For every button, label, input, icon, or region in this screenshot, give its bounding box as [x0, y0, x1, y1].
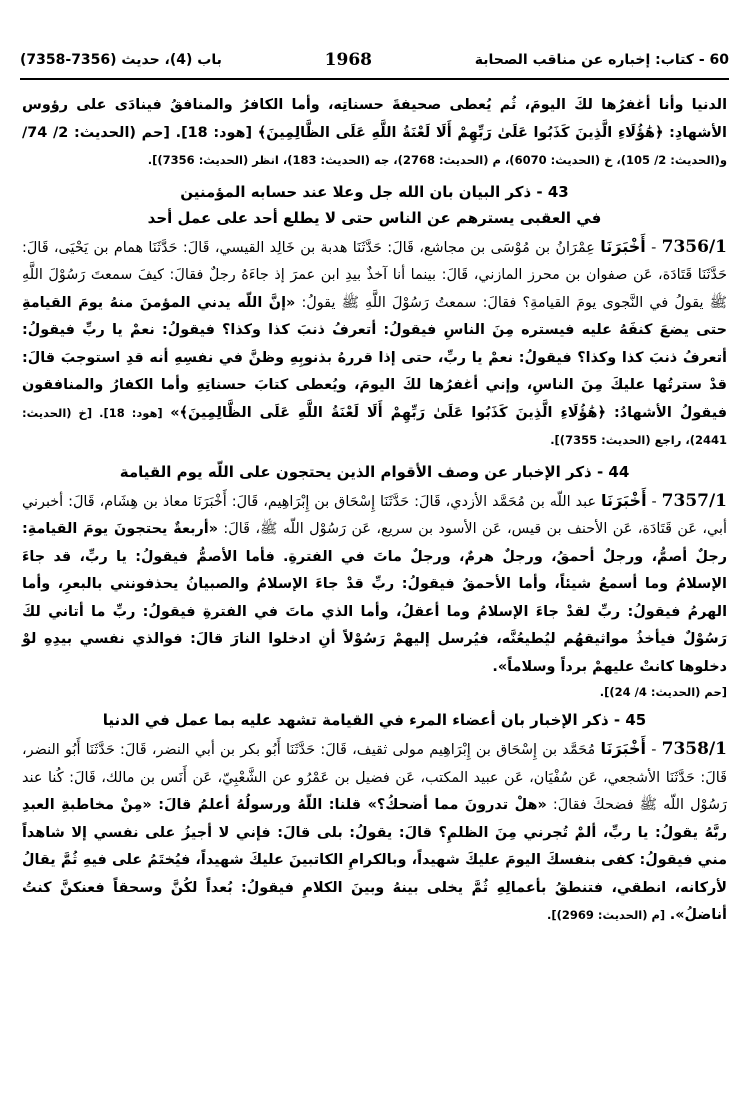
continuation-refs: و(الحديث: 2/ 105)، خ (الحديث: 6070)، م (الحديث: 2768)، جه (الحديث: 183)، انظر (الحديث: 7356)]. — [147, 153, 727, 167]
page-content — [22, 92, 727, 930]
hadith-7357-refs: [حم (الحديث: 4/ 24)]. — [599, 685, 727, 699]
hadith-isnad: عِمْرَانُ بن مُوْسَى بن مجاشع، قَالَ: حَدَّثَنَا هدبة بن خَالِد القيسي، قَالَ: حَدَّثَنَا همام بن يَحْيَى، قَالَ: حَدَّثَنَا قَتَادَة، عَن صفوان بن محرز المازني، قَالَ: بينما أنا آخذٌ بيدِ ابن عمرَ إذ جاءَهُ رجلٌ فقالَ: كيفَ سمعتَ رَسُوْلَ اللَّهِ ﷺ يقولُ في النَّجوى يومَ القيامةِ؟ فقالَ: سمعتُ رَسُوْلَ اللَّهِ ﷺ يقولُ: — [22, 239, 727, 311]
hadith-number: 7357/1 — [661, 490, 728, 511]
hadith-7358: 7358/1 - أَخْبَرَنَا مُحَمَّد بن إِسْحَاق بن إِبْرَاهِيم مولى ثقيف، قَالَ: حَدَّثَنَا أَبُو بكر بن أبي النضر، قَالَ: حَدَّثَنَا أَبُو النضر، قَالَ: حَدَّثَنَا الأشجعي، عَن سُفْيَان، عَن عبيد المكتب، عَن فضيل بن عَمْرُو عن الشَّعْبِيّ، عَن أَنَس بن مالك، قَالَ: كُنا عند رَسُوْل اللّه ﷺ فضحكَ فقالَ: «هلْ تدرونَ مما أضحكُ؟» قلنا: اللّهُ ورسولُهُ أعلمُ قالَ: «مِنْ مخاطبةِ العبدِ ربَّهُ يقولُ: يا ربِّ، ألمْ تُجرني مِنَ الظلمِ؟ قالَ: يقولُ: بلى قالَ: فإني لا أجيزُ على نفسي إلا شاهداً مني فيقولُ: كفى بنفسكَ اليومَ عليكَ شهيداً، وبالكرامِ الكاتبينَ عليكَ شهيداً، فيُختَمُ على فيهِ ثُمَّ يقالُ لأركانه، انطقي، فتنطقُ بأعمالِهِ ثُمَّ يخلى بينهُ وبينَ الكلامِ فيقولُ: بُعداً لكُنَّ وسحقاً فعنكنَّ كنتُ أناضلُ». [م (الحديث: 2969)]. — [22, 739, 727, 923]
hadith-isnad: مُحَمَّد بن إِسْحَاق بن إِبْرَاهِيم مولى ثقيف، قَالَ: حَدَّثَنَا أَبُو بكر بن أبي النضر، قَالَ: حَدَّثَنَا أَبُو النضر، قَالَ: حَدَّثَنَا الأشجعي، عَن سُفْيَان، عَن عبيد المكتب، عَن فضيل بن عَمْرُو عن الشَّعْبِيّ، عَن أَنَس بن مالك، قَالَ: كُنا عند رَسُوْل اللّه ﷺ فضحكَ فقالَ: — [22, 742, 727, 813]
hadith-matn: «أربعةٌ يحتجونَ يومَ القيامةِ: رجلٌ أصمُّ، ورجلٌ أحمقُ، ورجلٌ هرمٌ، ورجلٌ ماتَ في الفترةِ. فأما الأصمُّ فيقولُ: يا ربِّ، قد جاءَ الإسلامُ وما أسمعُ شيئاً، وأما الأحمقُ فيقولُ: ربِّ قدْ جاءَ الإسلامُ والصبيانُ يحذفونني بالبعرِ، وأما الهرمُ فيقولُ: ربِّ لقدْ جاءَ الإسلامُ وما أعقلُ، وأما الذي ماتَ في الفترةِ فيقولُ: ربِّ ما أتاني لكَ رَسُوْلٌ فيأخذُ مواثيقهُم ليُطيعُنَّه، فيُرسل إليهمْ رَسُوْلاً أنِ ادخلوا النارَ قالَ: فوالذي نفسي بيدِهِ لوْ دخلوها كانتْ عليهمْ برداً وسلاماً». — [22, 521, 727, 675]
hadith-isnad: عبد اللّه بن مُحَمَّد الأزدي، قَالَ: حَدَّثَنَا إِسْحَاق بن إِبْرَاهِيم، قَالَ: أَخْبَرَنَا معاذ بن هِشَام، قَالَ: أخبرني أبي، عَن قَتَادَة، عَن الأحنف بن قيس، عَن الأسود بن سريع، عَن رَسُوْل اللّه ﷺ، قَالَ: — [22, 493, 727, 537]
hadith-refs: [م (الحديث: 2969)]. — [547, 908, 666, 922]
hadith-akhbarana: أَخْبَرَنَا — [601, 490, 647, 510]
hadith-number: 7356/1 — [661, 236, 727, 257]
page-number: 1968 — [324, 50, 372, 70]
header-rule — [20, 78, 729, 80]
hadith-matn: «هلْ تدرونَ مما أضحكُ؟» قلنا: اللّهُ ورسولُهُ أعلمُ قالَ: «مِنْ مخاطبةِ العبدِ ربَّهُ يقولُ: يا ربِّ، ألمْ تُجرني مِنَ الظلمِ؟ قالَ: يقولُ: بلى قالَ: فإني لا أجيزُ على نفسي إلا شاهداً مني فيقولُ: كفى بنفسكَ اليومَ عليكَ شهيداً، وبالكرامِ الكاتبينَ عليكَ شهيداً، فيُختَمُ على فيهِ ثُمَّ يقالُ لأركانه، انطقي، فتنطقُ بأعمالِهِ ثُمَّ يخلى بينهُ وبينَ الكلامِ فيقولُ: بُعداً لكُنَّ وسحقاً فعنكنَّ كنتُ أناضلُ». — [22, 797, 727, 923]
header-chapter-ref: باب (4)، حديث (7356-7358) — [20, 52, 222, 68]
continuation-text — [22, 92, 727, 175]
hadith-matn: «إنَّ اللّه يدني المؤمنَ منهُ يومَ القيامةِ حتى يضعَ كنفَهُ عليه فيستره مِنَ الناسِ فيقولُ: أتعرفُ ذنبَ كذا وكذا؟ فيقولُ: نعمْ يا ربِّ فيقولُ: أتعرفُ ذنبَ كذا وكذا؟ فيقولُ: نعمْ يا ربِّ، حتى إذا قررهُ بذنوبِهِ وظنَّ في نفسِهِ أنه قدِ استوجبَ قالَ: قدْ سترتُها عليكَ مِنَ الناسِ، وإني أغفرُها لكَ اليومَ، ويُعطى كتابَ حسناتِهِ وأما الكفارُ والمنافقون فيقولُ الأشهادُ: ﴿هَٰؤُلَاءِ الَّذِينَ كَذَبُوا عَلَىٰ رَبِّهِمْ أَلَا لَعْنَةُ اللَّهِ عَلَى الظَّالِمِينَ﴾» — [22, 294, 727, 421]
section-45-title: 45 - ذكر الإخبار بان أعضاء المرء في القيامة تشهد عليه بما عمل في الدنيا — [102, 711, 647, 729]
section-43-title — [22, 179, 727, 231]
hadith-number: 7358/1 — [661, 739, 727, 759]
page-header — [20, 46, 729, 74]
continuation-body: الدنيا وأنا أغفرُها لكَ اليومَ، ثُم يُعطى صحيفةَ حسناتِه، وأما الكافرُ والمنافقُ فينادَى على رؤوس الأشهادِ: ﴿هَٰؤُلَاءِ الَّذِينَ كَذَبُوا عَلَىٰ رَبِّهِمْ أَلَا لَعْنَةُ اللَّهِ عَلَى الظَّالِمِينَ﴾ [هود: 18]. [حم (الحديث: 2/ 74/ — [22, 97, 727, 141]
hadith-akhbarana: أَخْبَرَنَا — [600, 236, 646, 256]
section-43-title-line1: 43 - ذكر البيان بان الله جل وعلا عند حسابه المؤمنين — [180, 182, 569, 201]
section-43-title-line2: في العقبى يسترهم عن الناس حتى لا يطلع أحد على عمل أحد — [147, 208, 602, 227]
hadith-7357: 7357/1 - أَخْبَرَنَا عبد اللّه بن مُحَمَّد الأزدي، قَالَ: حَدَّثَنَا إِسْحَاق بن إِبْرَاهِيم، قَالَ: أَخْبَرَنَا معاذ بن هِشَام، قَالَ: أخبرني أبي، عَن قَتَادَة، عَن الأحنف بن قيس، عَن الأسود بن سريع، عَن رَسُوْل اللّه ﷺ، قَالَ: «أربعةٌ يحتجونَ يومَ القيامةِ: رجلٌ أصمُّ، ورجلٌ أحمقُ، ورجلٌ هرمٌ، ورجلٌ ماتَ في الفترةِ. فأما الأصمُّ فيقولُ: يا ربِّ، قد جاءَ الإسلامُ وما أسمعُ شيئاً، وأما الأحمقُ فيقولُ: ربِّ قدْ جاءَ الإسلامُ والصبيانُ يحذفونني بالبعرِ، وأما الهرمُ فيقولُ: ربِّ لقدْ جاءَ الإسلامُ وما أعقلُ، وأما الذي ماتَ في الفترةِ فيقولُ: ربِّ ما أتاني لكَ رَسُوْلٌ فيأخذُ مواثيقهُم ليُطيعُنَّه، فيُرسل إليهمْ رَسُوْلاً أنِ ادخلوا النارَ قالَ: فوالذي نفسي بيدِهِ لوْ دخلوها كانتْ عليهمْ برداً وسلاماً». — [22, 490, 728, 675]
hadith-refs: [هود: 18]. [خ (الحديث: 2441)، راجع (الحديث: 7355)]. — [22, 405, 727, 447]
header-book-title: 60 - كتاب: إخباره عن مناقب الصحابة — [474, 52, 729, 68]
hadith-7356: 7356/1 - أَخْبَرَنَا عِمْرَانُ بن مُوْسَى بن مجاشع، قَالَ: حَدَّثَنَا هدبة بن خَالِد القيسي، قَالَ: حَدَّثَنَا همام بن يَحْيَى، قَالَ: حَدَّثَنَا قَتَادَة، عَن صفوان بن محرز المازني، قَالَ: بينما أنا آخذٌ بيدِ ابن عمرَ إذ جاءَهُ رجلٌ فقالَ: كيفَ سمعتَ رَسُوْلَ اللَّهِ ﷺ يقولُ في النَّجوى يومَ القيامةِ؟ فقالَ: سمعتُ رَسُوْلَ اللَّهِ ﷺ يقولُ: «إنَّ اللّه يدني المؤمنَ منهُ يومَ القيامةِ حتى يضعَ كنفَهُ عليه فيستره مِنَ الناسِ فيقولُ: أتعرفُ ذنبَ كذا وكذا؟ فيقولُ: نعمْ يا ربِّ فيقولُ: أتعرفُ ذنبَ كذا وكذا؟ فيقولُ: نعمْ يا ربِّ، حتى إذا قررهُ بذنوبِهِ وظنَّ في نفسِهِ أنه قدِ استوجبَ قالَ: قدْ سترتُها عليكَ مِنَ الناسِ، وإني أغفرُها لكَ اليومَ، ويُعطى كتابَ حسناتِهِ وأما الكفارُ والمنافقون فيقولُ الأشهادُ: ﴿هَٰؤُلَاءِ الَّذِينَ كَذَبُوا عَلَىٰ رَبِّهِمْ أَلَا لَعْنَةُ اللَّهِ عَلَى الظَّالِمِينَ﴾» [هود: 18]. [خ (الحديث: 2441)، راجع (الحديث: 7355)]. — [22, 236, 727, 447]
hadith-akhbarana: أَخْبَرَنَا — [600, 739, 646, 758]
section-44-title: 44 - ذكر الإخبار عن وصف الأقوام الذين يحتجون على اللّه يوم القيامة — [119, 462, 630, 481]
